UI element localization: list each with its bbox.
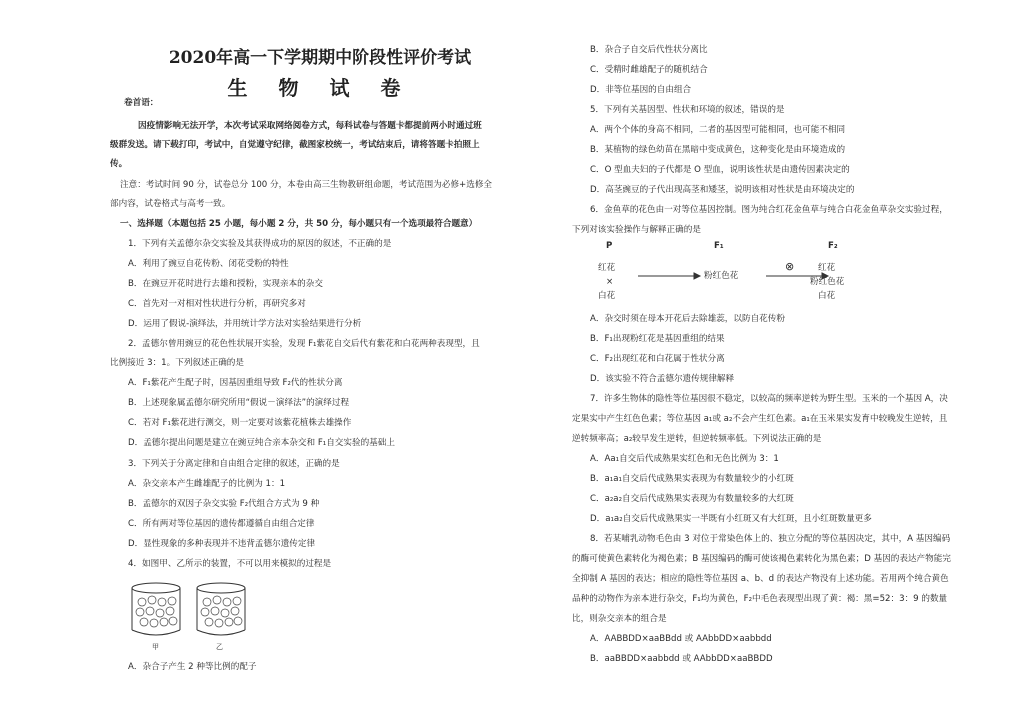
beaker-figure	[126, 578, 276, 650]
option: C．F₂出现红花和白花属于性状分离	[590, 354, 725, 364]
option: D．显性现象的多种表现并不违背孟德尔遗传定律	[128, 539, 316, 549]
option: C．首先对一对相对性状进行分析，再研究多对	[128, 299, 306, 309]
option: C．受精时雌雄配子的随机结合	[590, 65, 708, 75]
question-stem: 7．许多生物体的隐性等位基因很不稳定，以较高的频率逆转为野生型。玉米的一个基因 A，决	[590, 394, 948, 404]
question-stem: 定果实中产生红色色素；等位基因 a₁或 a₂不会产生红色素。a₁在玉米果实发育中较晚发生逆转，且	[572, 414, 948, 424]
section-heading: 一、选择题（本题包括 25 小题，每小题 2 分，共 50 分，每小题只有一个选项最符合题意）	[120, 219, 478, 229]
option: A．利用了豌豆自花传粉、闭花受粉的特性	[128, 259, 289, 269]
option: D．该实验不符合孟德尔遗传规律解释	[590, 374, 735, 384]
preface-line: 级群发送。请下载打印，考试中，自觉遵守纪律，截图家校统一，考试结束后，请将答题卡拍照上	[110, 140, 480, 150]
question-stem: 4．如图甲、乙所示的装置，不可以用来模拟的过程是	[128, 559, 332, 569]
option: A．F₁紫花产生配子时，因基因重组导致 F₂代的性状分离	[128, 378, 343, 388]
exam-title: 2020年高一下学期期中阶段性评价考试	[168, 48, 472, 68]
option: A．杂交时须在母本开花后去除雄蕊，以防自花传粉	[590, 314, 785, 324]
cross-symbol: ×	[606, 277, 614, 287]
option: B．孟德尔的双因子杂交实验 F₂代组合方式为 9 种	[128, 499, 320, 509]
question-stem: 2．孟德尔曾用豌豆的花色性状展开实验，发现 F₁紫花自交后代有紫花和白花两种表现型，且	[128, 339, 480, 349]
question-stem: 6．金鱼草的花色由一对等位基因控制。图为纯合红花金鱼草与纯合白花金鱼草杂交实验过程，	[590, 205, 948, 215]
option: C．O 型血夫妇的子代都是 O 型血，说明该性状是由遗传因素决定的	[590, 165, 850, 175]
exam-subtitle: 生 物 试 卷	[227, 76, 413, 100]
figure-label-jia: 甲	[152, 643, 159, 651]
f2-white: 白花	[818, 291, 836, 301]
selfing-icon: ⊗	[785, 260, 795, 273]
option: D．非等位基因的自由组合	[590, 85, 692, 95]
notice-line: 部内容，试卷格式与高考一致。	[110, 199, 231, 209]
question-stem: 1．下列有关孟德尔杂交实验及其获得成功的原因的叙述，不正确的是	[128, 239, 392, 249]
option: A．AABBDD×aaBBdd 或 AAbbDD×aabbdd	[590, 634, 772, 644]
preface-line: 因疫情影响无法开学，本次考试采取网络阅卷方式，每科试卷与答题卡都提前两小时通过班	[138, 121, 482, 131]
f2-pink: 粉红色花	[810, 277, 845, 287]
option: B．aaBBDD×aabbdd 或 AAbbDD×aaBBDD	[590, 654, 773, 664]
gen-f2-label: F₂	[828, 241, 838, 251]
gen-p-label: P	[606, 241, 613, 251]
option: C．a₂a₂自交后代成熟果实表现为有数量较多的大红斑	[590, 494, 794, 504]
option: D．高茎豌豆的子代出现高茎和矮茎，说明该相对性状是由环境决定的	[590, 185, 855, 195]
option: D．运用了假说-演绎法，并用统计学方法对实验结果进行分析	[128, 319, 362, 329]
option: C．所有两对等位基因的遗传都遵循自由组合定律	[128, 519, 315, 529]
beaker-illustration	[126, 578, 276, 650]
option: A．两个个体的身高不相同，二者的基因型可能相同，也可能不相同	[590, 125, 846, 135]
question-stem: 5．下列有关基因型、性状和环境的叙述，错误的是	[590, 105, 785, 115]
option: A．杂合子产生 2 种等比例的配子	[128, 662, 257, 672]
question-stem: 全抑制 A 基因的表达；相应的隐性等位基因 a、b、d 的表达产物没有上述功能。若用两个纯合黄色	[572, 574, 949, 584]
option: B．某植物的绿色幼苗在黑暗中变成黄色，这种变化是由环境造成的	[590, 145, 846, 155]
gen-f1-label: F₁	[714, 241, 724, 251]
option: A．杂交亲本产生雌雄配子的比例为 1：1	[128, 479, 286, 489]
notice-line: 注意：考试时间 90 分，试卷总分 100 分，本卷由高三生物教研组命题，考试范围为必修+选修全	[120, 180, 493, 190]
question-stem: 品种的动物作为亲本进行杂交，F₁均为黄色，F₂中毛色表现型出现了黄：褐：黑=52：3：9 的数量	[572, 594, 948, 604]
figure-label-yi: 乙	[216, 643, 223, 651]
preface-line: 传。	[110, 159, 128, 169]
option: A．Aa₁自交后代成熟果实红色和无色比例为 3：1	[590, 454, 779, 464]
cross-diagram	[592, 240, 852, 306]
option: B．杂合子自交后代性状分离比	[590, 45, 708, 55]
option: B．a₁a₁自交后代成熟果实表现为有数量较少的小红斑	[590, 474, 794, 484]
f2-red: 红花	[818, 263, 836, 273]
option: C．若对 F₁紫花进行测交，则一定要对该紫花植株去雄操作	[128, 418, 352, 428]
question-stem: 比例接近 3：1。下列叙述正确的是	[110, 358, 244, 368]
question-stem: 比，则杂交亲本的组合是	[572, 614, 667, 624]
option: B．在豌豆开花时进行去雄和授粉，实现亲本的杂交	[128, 279, 323, 289]
option: B．F₁出现粉红花是基因重组的结果	[590, 334, 725, 344]
option: D．孟德尔提出问题是建立在豌豆纯合亲本杂交和 F₁自交实验的基础上	[128, 438, 395, 448]
option: B．上述现象属孟德尔研究所用“假说－演绎法”的演绎过程	[128, 398, 350, 408]
preface-label: 卷首语：	[124, 98, 159, 108]
option: D．a₁a₂自交后代成熟果实一半既有小红斑又有大红斑，且小红斑数量更多	[590, 514, 872, 524]
parent-red: 红花	[598, 263, 616, 273]
question-stem: 8．若某哺乳动物毛色由 3 对位于常染色体上的、独立分配的等位基因决定，其中，A 基因编码	[590, 534, 951, 544]
parent-white: 白花	[598, 291, 616, 301]
question-stem: 逆转频率高；a₂较早发生逆转，但逆转频率低。下列说法正确的是	[572, 434, 822, 444]
question-stem: 3．下列关于分离定律和自由组合定律的叙述，正确的是	[128, 459, 340, 469]
question-stem: 的酶可使黄色素转化为褐色素；B 基因编码的酶可使该褐色素转化为黑色素；D 基因的表达产物能完	[572, 554, 951, 564]
f1-pink: 粉红色花	[704, 271, 739, 281]
question-stem: 下列对该实验操作与解释正确的是	[572, 225, 701, 235]
